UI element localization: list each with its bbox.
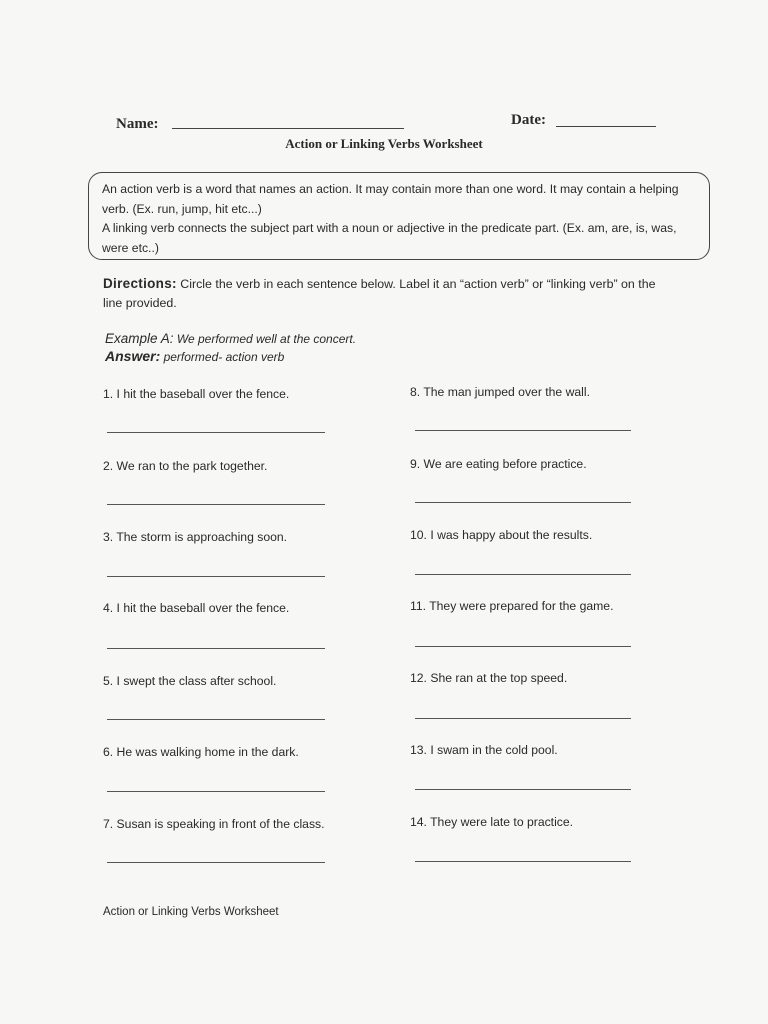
directions <box>103 274 663 313</box>
linking-verb-definition: A linking verb connects the subject part with a noun or adjective in the predicate part. (Ex. am, are, is, was, were etc..) <box>102 221 677 255</box>
example-answer: performed- action verb <box>163 350 285 364</box>
answer-line-13[interactable] <box>415 789 631 790</box>
question-1: 1. I hit the baseball over the fence. <box>103 387 290 401</box>
action-verb-definition: An action verb is a word that names an action. It may contain more than one word. It may contain a helping verb. (Ex. run, jump, hit etc...) <box>102 182 679 216</box>
directions-label: Directions: <box>103 276 177 291</box>
question-6: 6. He was walking home in the dark. <box>103 745 299 759</box>
answer-line-14[interactable] <box>415 861 631 862</box>
name-label: Name: <box>116 116 159 132</box>
answer-line-6[interactable] <box>107 791 325 792</box>
footer-title: Action or Linking Verbs Worksheet <box>103 906 279 918</box>
name-field[interactable] <box>172 128 404 129</box>
answer-line-9[interactable] <box>415 502 631 503</box>
answer-line-1[interactable] <box>107 432 325 433</box>
question-13: 13. I swam in the cold pool. <box>410 743 558 757</box>
answer-line-11[interactable] <box>415 646 631 647</box>
answer-line-3[interactable] <box>107 576 325 577</box>
example-label: Example A: <box>105 331 174 346</box>
answer-line-10[interactable] <box>415 574 631 575</box>
date-label: Date: <box>511 112 546 128</box>
question-2: 2. We ran to the park together. <box>103 459 268 473</box>
answer-line-7[interactable] <box>107 862 325 863</box>
answer-line-5[interactable] <box>107 719 325 720</box>
question-3: 3. The storm is approaching soon. <box>103 530 288 544</box>
example-block <box>105 330 356 366</box>
directions-text: Circle the verb in each sentence below. Label it an “action verb” or “linking verb” on the line provided. <box>103 277 656 310</box>
question-9: 9. We are eating before practice. <box>410 457 587 471</box>
answer-line-8[interactable] <box>415 430 631 431</box>
question-12: 12. She ran at the top speed. <box>410 671 568 685</box>
answer-line-12[interactable] <box>415 718 631 719</box>
example-sentence: We performed well at the concert. <box>176 332 357 346</box>
question-4: 4. I hit the baseball over the fence. <box>103 601 290 615</box>
page-title: Action or Linking Verbs Worksheet <box>285 136 483 151</box>
definition-box <box>88 172 710 260</box>
date-field[interactable] <box>556 126 656 127</box>
answer-label: Answer: <box>105 348 161 364</box>
question-11: 11. They were prepared for the game. <box>410 599 614 613</box>
question-8: 8. The man jumped over the wall. <box>410 385 590 399</box>
answer-line-2[interactable] <box>107 504 325 505</box>
question-7: 7. Susan is speaking in front of the class. <box>103 817 325 831</box>
question-14: 14. They were late to practice. <box>410 815 574 829</box>
question-10: 10. I was happy about the results. <box>410 528 593 542</box>
question-5: 5. I swept the class after school. <box>103 674 277 688</box>
answer-line-4[interactable] <box>107 648 325 649</box>
